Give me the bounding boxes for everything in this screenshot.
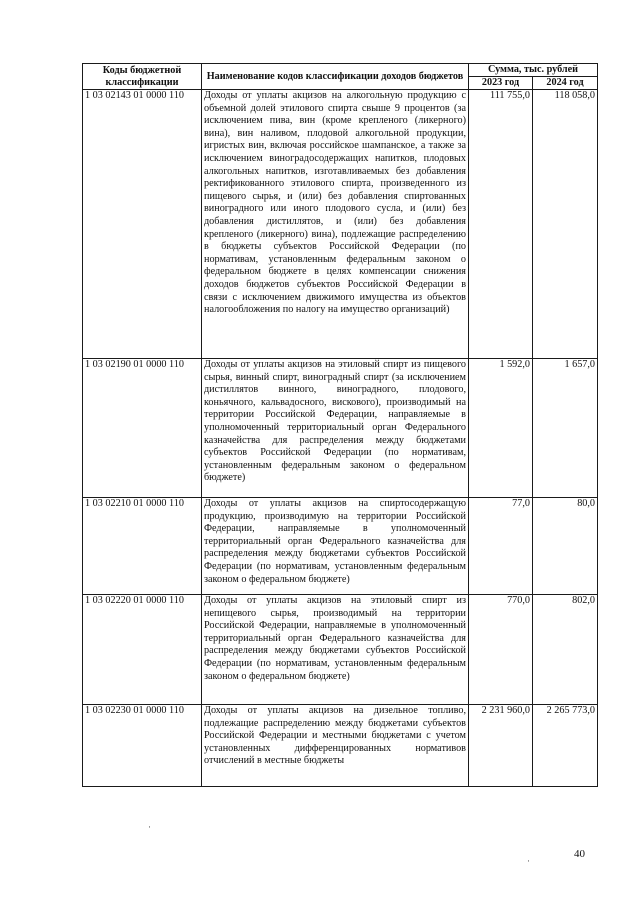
row-code: 1 03 02210 01 0000 110 xyxy=(83,498,202,595)
table-row xyxy=(83,359,598,498)
header-year-2023: 2023 год xyxy=(469,77,533,90)
row-name: Доходы от уплаты акцизов на алкогольную продукцию с объемной долей этилового спирта свыше 9 процентов (за исключением пива, вин (кроме крепленого (ликерного) вина), вин наливом, плодовой алкогольной продукции, игристых вин, включая российское шампанское, а также за исключением виноградосодержащих напитков, плодовых алкогольных напитков, изготавливаемых без добавления ректификованного этилового спирта, произведенного из пищевого сырья, и (или) без добавления спиртованных виноградного или иного плодового сусла, и (или) без добавления дистиллятов, и (или) без добавления крепленого (ликерного) вина), подлежащие распределению в бюджеты субъектов Российской Федерации (по нормативам, установленным федеральным законом о федеральном бюджете в целях компенсации снижения доходов бюджетов субъектов Российской Федерации в связи с исключением движимого имущества из объектов налогообложения по налогу на имущество организаций) xyxy=(202,90,469,359)
row-value-2023: 111 755,0 xyxy=(469,90,533,359)
table-row xyxy=(83,595,598,705)
row-value-2023: 2 231 960,0 xyxy=(469,705,533,787)
scan-speck: · xyxy=(527,856,530,866)
row-code: 1 03 02220 01 0000 110 xyxy=(83,595,202,705)
scan-speck: · xyxy=(148,822,151,832)
budget-codes-table xyxy=(82,63,598,787)
row-value-2024: 2 265 773,0 xyxy=(533,705,598,787)
table-row xyxy=(83,498,598,595)
table-row xyxy=(83,90,598,359)
row-name: Доходы от уплаты акцизов на этиловый спирт из непищевого сырья, производимый на территории Российской Федерации, направляемые в уполномоченный территориальный орган Федерального казначейства для распределения между бюджетами субъектов Российской Федерации (по нормативам, установленным федеральным законом о федеральном бюджете) xyxy=(202,595,469,705)
header-sum: Сумма, тыс. рублей xyxy=(469,64,598,77)
row-name: Доходы от уплаты акцизов на спиртосодержащую продукцию, производимую на территории Российской Федерации, направляемые в уполномоченный территориальный орган Федерального казначейства для распределения между бюджетами субъектов Российской Федерации (по нормативам, установленным федеральным законом о федеральном бюджете) xyxy=(202,498,469,595)
row-value-2023: 1 592,0 xyxy=(469,359,533,498)
header-codes: Коды бюджетной классификации xyxy=(83,64,202,90)
table-row xyxy=(83,705,598,787)
row-value-2024: 1 657,0 xyxy=(533,359,598,498)
row-value-2024: 802,0 xyxy=(533,595,598,705)
row-value-2023: 77,0 xyxy=(469,498,533,595)
header-year-2024: 2024 год xyxy=(533,77,598,90)
row-value-2024: 118 058,0 xyxy=(533,90,598,359)
row-code: 1 03 02190 01 0000 110 xyxy=(83,359,202,498)
row-name: Доходы от уплаты акцизов на дизельное топливо, подлежащие распределению между бюджетами субъектов Российской Федерации и местными бюджетами с учетом установленных дифференцированных нормативов отчислений в местные бюджеты xyxy=(202,705,469,787)
page-number: 40 xyxy=(574,848,585,860)
row-code: 1 03 02143 01 0000 110 xyxy=(83,90,202,359)
row-value-2023: 770,0 xyxy=(469,595,533,705)
header-name: Наименование кодов классификации доходов бюджетов xyxy=(202,64,469,90)
row-value-2024: 80,0 xyxy=(533,498,598,595)
row-code: 1 03 02230 01 0000 110 xyxy=(83,705,202,787)
row-name: Доходы от уплаты акцизов на этиловый спирт из пищевого сырья, винный спирт, виноградный спирт (за исключением дистиллятов винного, виноградного, плодового, коньячного, кальвадосного, вискового), производимый на территории Российской Федерации, направляемые в уполномоченный территориальный орган Федерального казначейства для распределения между бюджетами субъектов Российской Федерации (по нормативам, установленным федеральным законом о федеральном бюджете) xyxy=(202,359,469,498)
